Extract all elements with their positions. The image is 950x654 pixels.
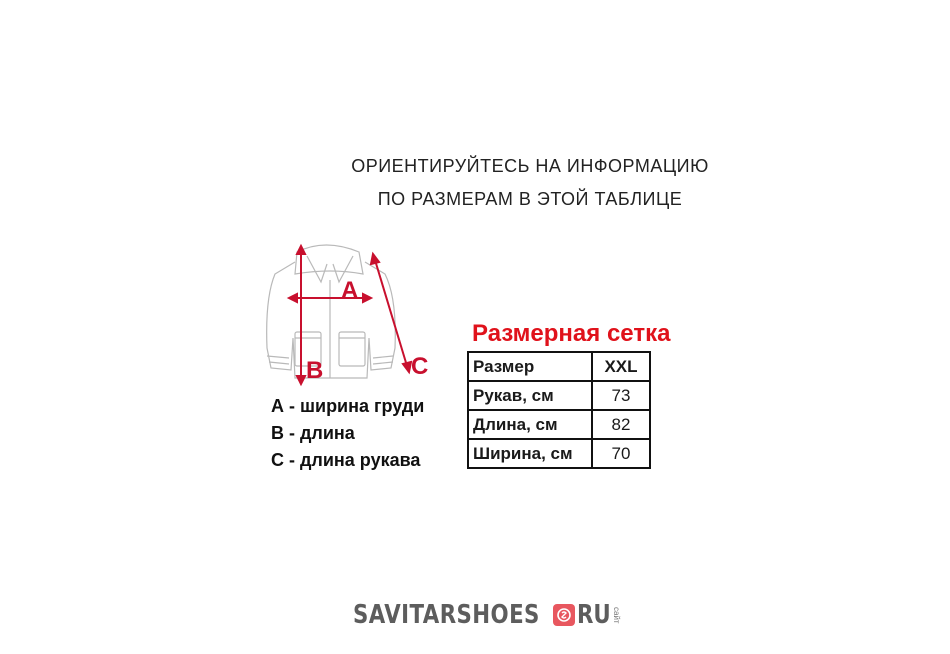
logo-badge-icon [553,604,575,626]
size-chart-title: Размерная сетка [472,320,671,347]
table-row [468,439,650,468]
table-row [468,352,650,381]
row-value: 70 [592,439,650,468]
row-value: 82 [592,410,650,439]
row-label: Длина, см [468,410,592,439]
row-label: Ширина, см [468,439,592,468]
size-table [467,351,651,469]
label-b: B [306,357,324,384]
table-row [468,381,650,410]
row-label: Рукав, см [468,381,592,410]
label-c: C [411,353,429,380]
measurement-legend [271,393,424,474]
table-row [468,410,650,439]
site-logo [353,597,621,633]
logo-text: SAVITARSHOES [353,600,540,630]
logo-subtext: сайт [611,606,621,624]
logo-text-domain: RU [576,600,611,630]
jacket-measurement-diagram [255,238,445,388]
heading-line-2: ПО РАЗМЕРАМ В ЭТОЙ ТАБЛИЦЕ [377,189,683,209]
legend-b: В - длина [271,423,355,443]
row-value: 73 [592,381,650,410]
label-a: A [341,277,359,304]
row-value: XXL [592,352,650,381]
row-label: Размер [468,352,592,381]
heading-line-1: ОРИЕНТИРУЙТЕСЬ НА ИНФОРМАЦИЮ [351,156,709,176]
legend-a: А - ширина груди [271,396,425,416]
legend-c: С - длина рукава [271,450,421,470]
